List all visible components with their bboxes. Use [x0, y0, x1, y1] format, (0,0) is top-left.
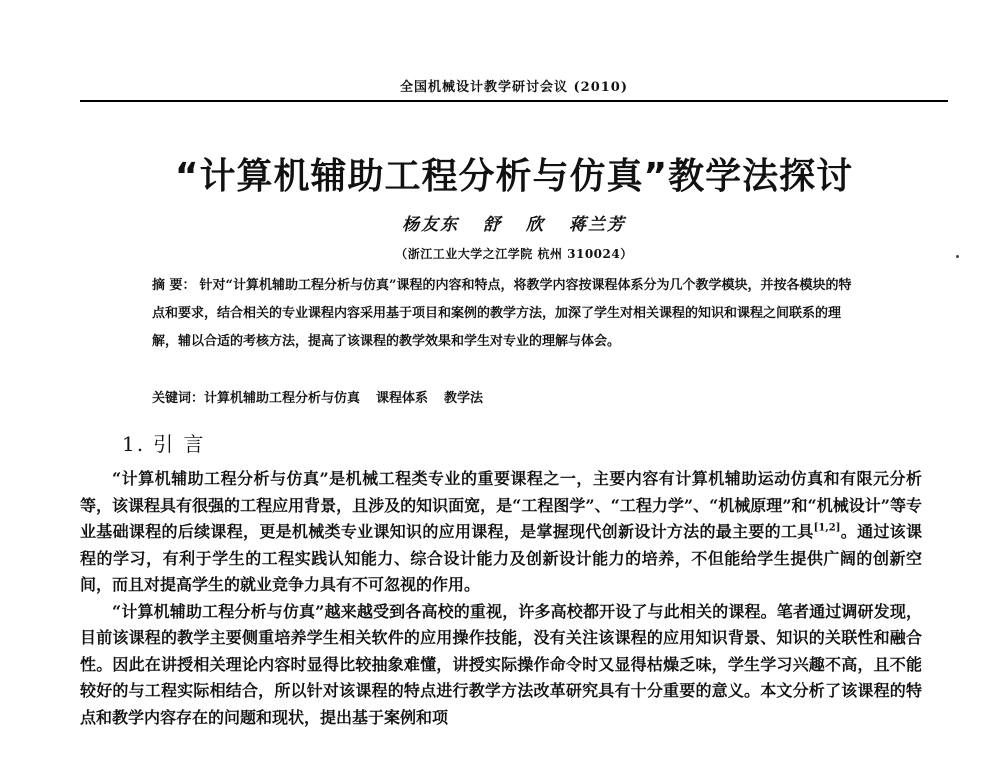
paragraph-text: 。通过该课程的学习，有利于学生的工程实践认知能力、综合设计能力及创新设计能力的培养，不但能给学生提供广阔的创新空间，而且对提高学生的就业竞争力具有不可忽视的作用。 [80, 522, 922, 594]
abstract-label: 摘 要： [152, 278, 196, 293]
abstract-text: 针对“计算机辅助工程分析与仿真”课程的内容和特点，将教学内容按课程体系分为几个教学模块，并按各模块的特点和要求，结合相关的专业课程内容采用基于项目和案例的教学方法，加深了学生对相关课程的知识和课程之间联系的理解，辅以合适的考核方法，提高了该课程的教学效果和学生对专业的理解与体会。 [152, 278, 852, 349]
paragraph [80, 466, 922, 599]
abstract [152, 272, 852, 356]
citation[interactable]: [1,2] [813, 522, 841, 534]
keyword: 计算机辅助工程分析与仿真 [204, 391, 361, 406]
section-heading [122, 428, 205, 457]
paragraph: “计算机辅助工程分析与仿真”越来越受到各高校的重视，许多高校都开设了与此相关的课程。笔者通过调研发现，目前该课程的教学主要侧重培养学生相关软件的应用操作技能，没有关注该课程的应用知识背景、知识的关联性和融合性。因此在讲授相关理论内容时显得比较抽象难懂，讲授实际操作命令时又显得枯燥乏味，学生学习兴趣不高，且不能较好的与工程实际相结合，所以针对该课程的特点进行教学方法改革研究具有十分重要的意义。本文分析了该课程的特点和教学内容存在的问题和现状，提出基于案例和项 [80, 601, 922, 727]
header-rule [80, 100, 948, 102]
section-number: 1. [122, 432, 146, 456]
keywords-label: 关键词： [152, 391, 205, 406]
scan-speck [956, 255, 959, 258]
paper-title: “计算机辅助工程分析与仿真”教学法探讨 [174, 156, 854, 197]
body-text [80, 466, 922, 731]
author-name: 杨友东 [402, 215, 460, 235]
affiliation: （浙江工业大学之江学院 杭州 310024） [395, 247, 633, 261]
paragraph-text: “计算机辅助工程分析与仿真”是机械工程类专业的重要课程之一，主要内容有计算机辅助运动仿真和有限元分析等，该课程具有很强的工程应用背景，且涉及的知识面宽，是“工程图学”、“工程力学”、“机械原理”和“机械设计”等专业基础课程的后续课程，更是机械类专业课知识的应用课程，是掌握现代创新设计方法的最主要的工具 [80, 469, 922, 541]
author-list [80, 210, 948, 235]
running-head: 全国机械设计教学研讨会议 (2010) [399, 80, 628, 95]
author-name: 舒 欣 [483, 215, 545, 235]
keyword: 教学法 [444, 391, 484, 406]
keywords [152, 387, 852, 406]
section-title: 引 言 [153, 432, 206, 456]
keyword: 课程体系 [376, 391, 429, 406]
author-name: 蒋兰芳 [568, 215, 626, 235]
